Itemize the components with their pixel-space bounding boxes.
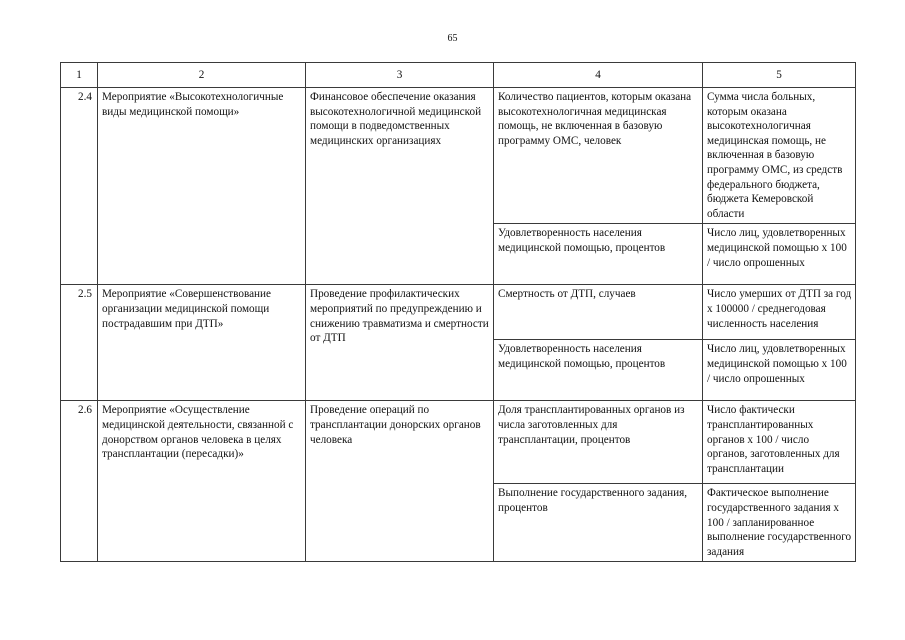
row-number: 2.6 [61,401,98,562]
event-cell: Мероприятие «Совершенствование организации медицинской помощи пострадавшим при ДТП» [98,285,306,401]
formula-cell: Сумма числа больных, которым оказана высокотехнологичная медицинская помощь, не включенная в базовую программу ОМС, из средств федерального бюджета, бюджета Кемеровской области [703,88,856,224]
row-number: 2.5 [61,285,98,401]
table-row [61,88,856,224]
formula-cell: Фактическое выполнение государственного задания х 100 / запланированное выполнение государственного задания [703,484,856,562]
event-cell: Мероприятие «Высокотехнологичные виды медицинской помощи» [98,88,306,285]
indicator-cell: Смертность от ДТП, случаев [494,285,703,340]
formula-cell: Число умерших от ДТП за год х 100000 / среднегодовая численность населения [703,285,856,340]
indicator-cell: Удовлетворенность населения медицинской помощью, процентов [494,340,703,401]
description-cell: Проведение профилактических мероприятий по предупреждению и снижению травматизма и смертности от ДТП [306,285,494,401]
column-header: 4 [494,63,703,88]
indicator-cell: Количество пациентов, которым оказана высокотехнологичная медицинская помощь, не включенная в базовую программу ОМС, человек [494,88,703,224]
page-number: 65 [447,33,458,44]
event-cell: Мероприятие «Осуществление медицинской деятельности, связанной с донорством органов человека в целях трансплантации (пересадки)» [98,401,306,562]
indicator-cell: Доля трансплантированных органов из числа заготовленных для трансплантации, процентов [494,401,703,484]
measures-table [60,62,856,562]
column-header: 3 [306,63,494,88]
indicator-cell: Выполнение государственного задания, процентов [494,484,703,562]
formula-cell: Число лиц, удовлетворенных медицинской помощью х 100 / число опрошенных [703,340,856,401]
indicator-cell: Удовлетворенность населения медицинской помощью, процентов [494,224,703,285]
description-cell: Финансовое обеспечение оказания высокотехнологичной медицинской помощи в подведомственных медицинских организациях [306,88,494,285]
description-cell: Проведение операций по трансплантации донорских органов человека [306,401,494,562]
formula-cell: Число лиц, удовлетворенных медицинской помощью х 100 / число опрошенных [703,224,856,285]
row-number: 2.4 [61,88,98,285]
column-header: 1 [61,63,98,88]
column-header: 2 [98,63,306,88]
column-header: 5 [703,63,856,88]
formula-cell: Число фактически трансплантированных органов х 100 / число органов, заготовленных для трансплантации [703,401,856,484]
table-header-row [61,63,856,88]
table-row [61,401,856,484]
table-row [61,285,856,340]
